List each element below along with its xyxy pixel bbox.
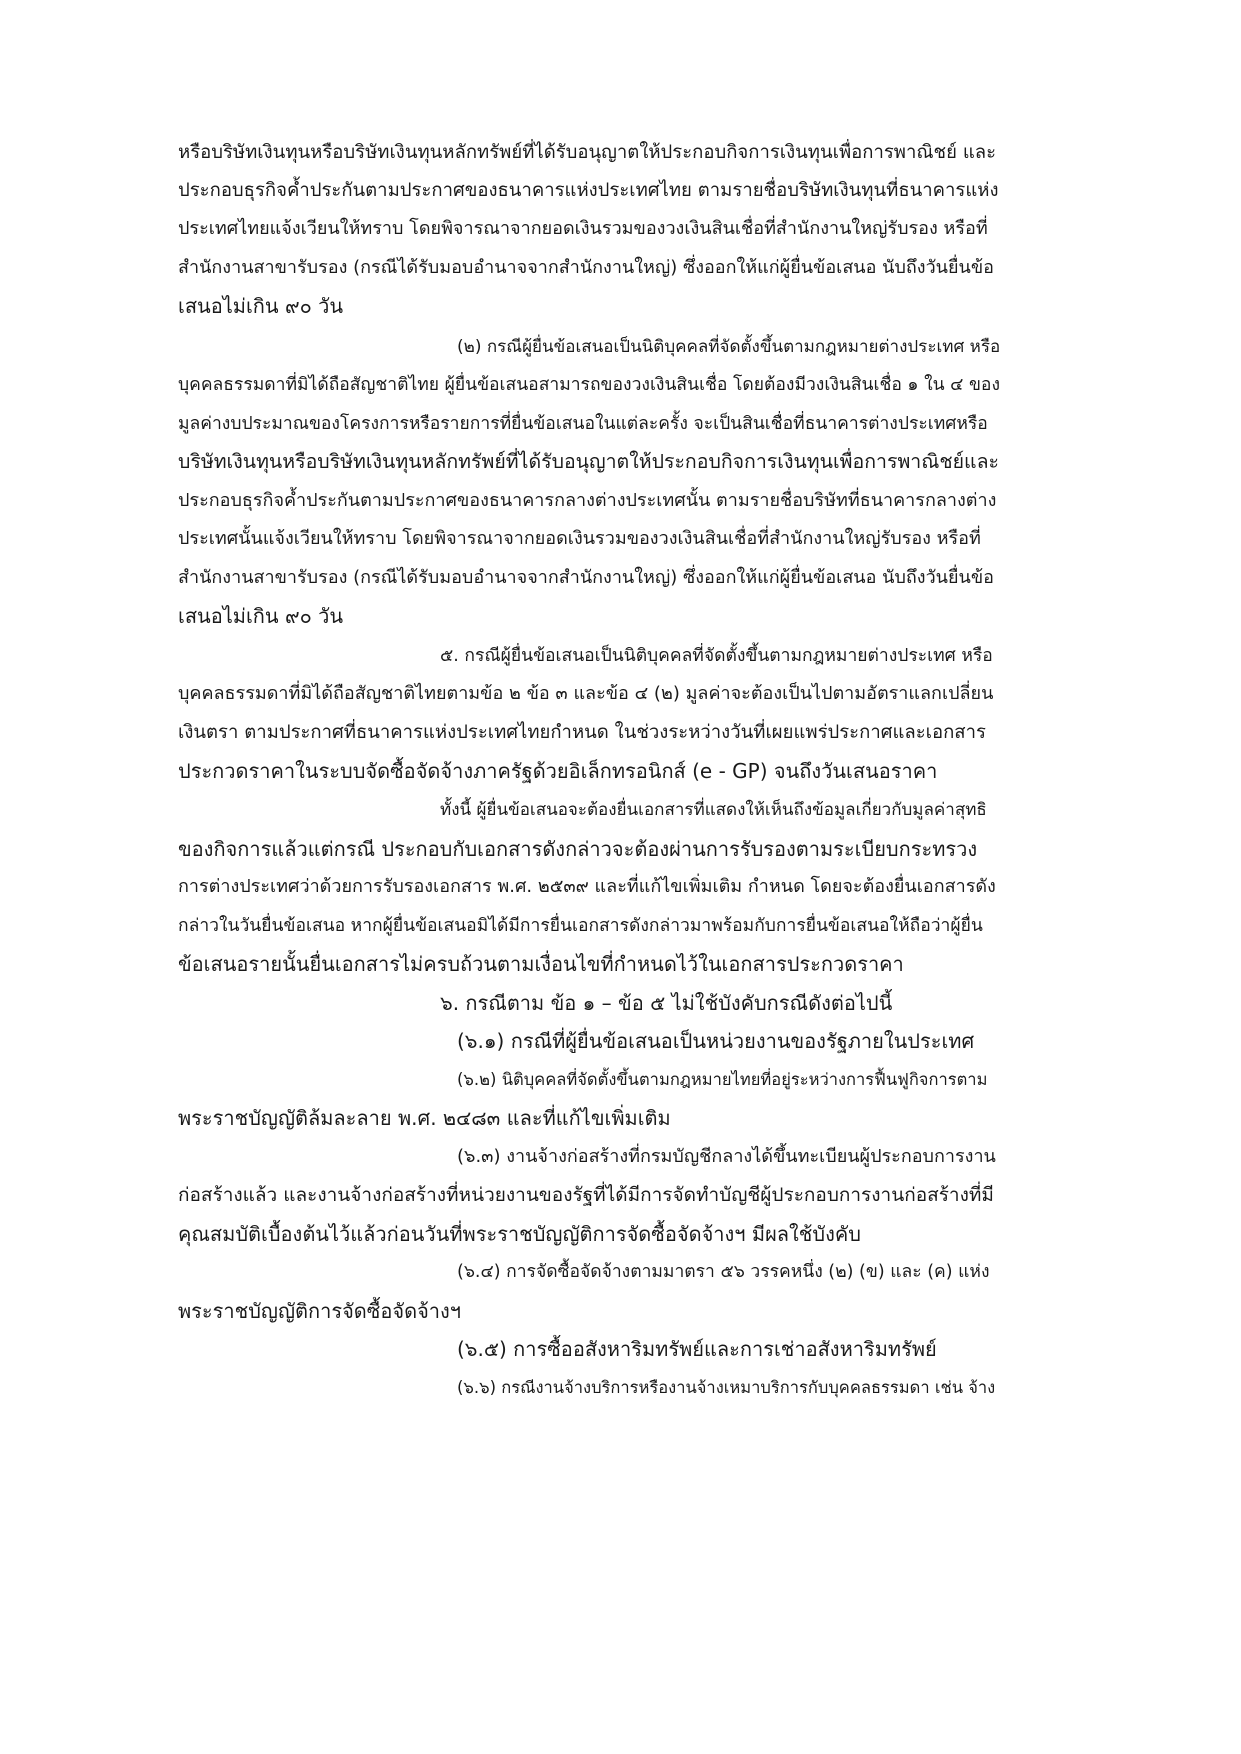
- text-line: เสนอไม่เกิน ๙๐ วัน: [178, 294, 344, 318]
- text-line: เสนอไม่เกิน ๙๐ วัน: [178, 604, 344, 628]
- text-line: บริษัทเงินทุนหรือบริษัทเงินทุนหลักทรัพย์ที่ได้รับอนุญาตให้ประกอบกิจการเงินทุนเพื่อการพาณิชย์และ: [178, 450, 999, 473]
- text-line: ๕. กรณีผู้ยื่นข้อเสนอเป็นนิติบุคคลที่จัดตั้งขึ้นตามกฎหมายต่างประเทศ หรือ: [440, 646, 993, 666]
- text-line: (๖.๑) กรณีที่ผู้ยื่นข้อเสนอเป็นหน่วยงานของรัฐภายในประเทศ: [457, 1029, 975, 1053]
- text-line: บุคคลธรรมดาที่มิได้ถือสัญชาติไทย ผู้ยื่นข้อเสนอสามารถของวงเงินสินเชื่อ โดยต้องมีวงเงินสินเชื่อ ๑ ใน ๔ ของ: [178, 375, 1000, 395]
- text-line: (๖.๕) การซื้ออสังหาริมทรัพย์และการเช่าอสังหาริมทรัพย์: [457, 1337, 937, 1361]
- text-line: พระราชบัญญัติการจัดซื้อจัดจ้างฯ: [178, 1299, 462, 1323]
- text-line: ทั้งนี้ ผู้ยื่นข้อเสนอจะต้องยื่นเอกสารที่แสดงให้เห็นถึงข้อมูลเกี่ยวกับมูลค่าสุทธิ: [440, 800, 987, 820]
- text-line: พระราชบัญญัติล้มละลาย พ.ศ. ๒๔๘๓ และที่แก้ไขเพิ่มเติม: [178, 1106, 671, 1130]
- text-line: สำนักงานสาขารับรอง (กรณีได้รับมอบอำนาจจากสำนักงานใหญ่) ซึ่งออกให้แก่ผู้ยื่นข้อเสนอ นับถึงวันยื่นข้อ: [178, 257, 994, 278]
- text-line: กล่าวในวันยื่นข้อเสนอ หากผู้ยื่นข้อเสนอมิได้มีการยื่นเอกสารดังกล่าวมาพร้อมกับการยื่นข้อเสนอให้ถือว่าผู้ยื่น: [178, 916, 983, 936]
- text-line: ข้อเสนอรายนั้นยื่นเอกสารไม่ครบถ้วนตามเงื่อนไขที่กำหนดไว้ในเอกสารประกวดราคา: [178, 952, 904, 976]
- text-line: (๖.๓) งานจ้างก่อสร้างที่กรมบัญชีกลางได้ขึ้นทะเบียนผู้ประกอบการงาน: [457, 1146, 996, 1167]
- text-line: บุคคลธรรมดาที่มิได้ถือสัญชาติไทยตามข้อ ๒ ข้อ ๓ และข้อ ๔ (๒) มูลค่าจะต้องเป็นไปตามอัตราแลกเปลี่ยน: [178, 683, 994, 704]
- text-line: (๖.๖) กรณีงานจ้างบริการหรืองานจ้างเหมาบริการกับบุคคลธรรมดา เช่น จ้าง: [457, 1378, 996, 1397]
- text-line: คุณสมบัติเบื้องต้นไว้แล้วก่อนวันที่พระราชบัญญัติการจัดซื้อจัดจ้างฯ มีผลใช้บังคับ: [178, 1222, 861, 1246]
- text-line: การต่างประเทศว่าด้วยการรับรองเอกสาร พ.ศ. ๒๕๓๙ และที่แก้ไขเพิ่มเติม กำหนด โดยจะต้องยื่นเอกสารดัง: [178, 876, 996, 897]
- text-line: (๖.๔) การจัดซื้อจัดจ้างตามมาตรา ๕๖ วรรคหนึ่ง (๒) (ข) และ (ค) แห่ง: [457, 1262, 990, 1282]
- text-line: ก่อสร้างแล้ว และงานจ้างก่อสร้างที่หน่วยงานของรัฐที่ได้มีการจัดทำบัญชีผู้ประกอบการงานก่อสร้างที่มี: [178, 1184, 994, 1206]
- text-line: เงินตรา ตามประกาศที่ธนาคารแห่งประเทศไทยกำหนด ในช่วงระหว่างวันที่เผยแพร่ประกาศและเอกสาร: [178, 722, 986, 743]
- text-line: ประเทศไทยแจ้งเวียนให้ทราบ โดยพิจารณาจากยอดเงินรวมของวงเงินสินเชื่อที่สำนักงานใหญ่รับรอง หรือที่: [178, 218, 988, 239]
- text-line: ประกอบธุรกิจค้ำประกันตามประกาศของธนาคารกลางต่างประเทศนั้น ตามรายชื่อบริษัทที่ธนาคารกลางต่าง: [178, 490, 997, 511]
- text-line: สำนักงานสาขารับรอง (กรณีได้รับมอบอำนาจจากสำนักงานใหญ่) ซึ่งออกให้แก่ผู้ยื่นข้อเสนอ นับถึงวันยื่นข้อ: [178, 567, 994, 588]
- text-line: หรือบริษัทเงินทุนหรือบริษัทเงินทุนหลักทรัพย์ที่ได้รับอนุญาตให้ประกอบกิจการเงินทุนเพื่อการพาณิชย์ และ: [178, 142, 997, 163]
- text-line: ประเทศนั้นแจ้งเวียนให้ทราบ โดยพิจารณาจากยอดเงินรวมของวงเงินสินเชื่อที่สำนักงานใหญ่รับรอง หรือที่: [178, 528, 981, 549]
- text-line: ๖. กรณีตาม ข้อ ๑ – ข้อ ๕ ไม่ใช้บังคับกรณีดังต่อไปนี้: [440, 991, 893, 1015]
- text-line: มูลค่างบประมาณของโครงการหรือรายการที่ยื่นข้อเสนอในแต่ละครั้ง จะเป็นสินเชื่อที่ธนาคารต่างประเทศหรือ: [178, 414, 988, 434]
- text-line: ของกิจการแล้วแต่กรณี ประกอบกับเอกสารดังกล่าวจะต้องผ่านการรับรองตามระเบียบกระทรวง: [178, 837, 978, 861]
- text-line: ประกอบธุรกิจค้ำประกันตามประกาศของธนาคารแห่งประเทศไทย ตามรายชื่อบริษัทเงินทุนที่ธนาคารแห่ง: [178, 180, 999, 201]
- text-line: (๖.๒) นิติบุคคลที่จัดตั้งขึ้นตามกฎหมายไทยที่อยู่ระหว่างการฟื้นฟูกิจการตาม: [457, 1070, 988, 1089]
- text-line: ประกวดราคาในระบบจัดซื้อจัดจ้างภาครัฐด้วยอิเล็กทรอนิกส์ (e - GP) จนถึงวันเสนอราคา: [178, 759, 938, 783]
- text-line: (๒) กรณีผู้ยื่นข้อเสนอเป็นนิติบุคคลที่จัดตั้งขึ้นตามกฎหมายต่างประเทศ หรือ: [457, 337, 1001, 357]
